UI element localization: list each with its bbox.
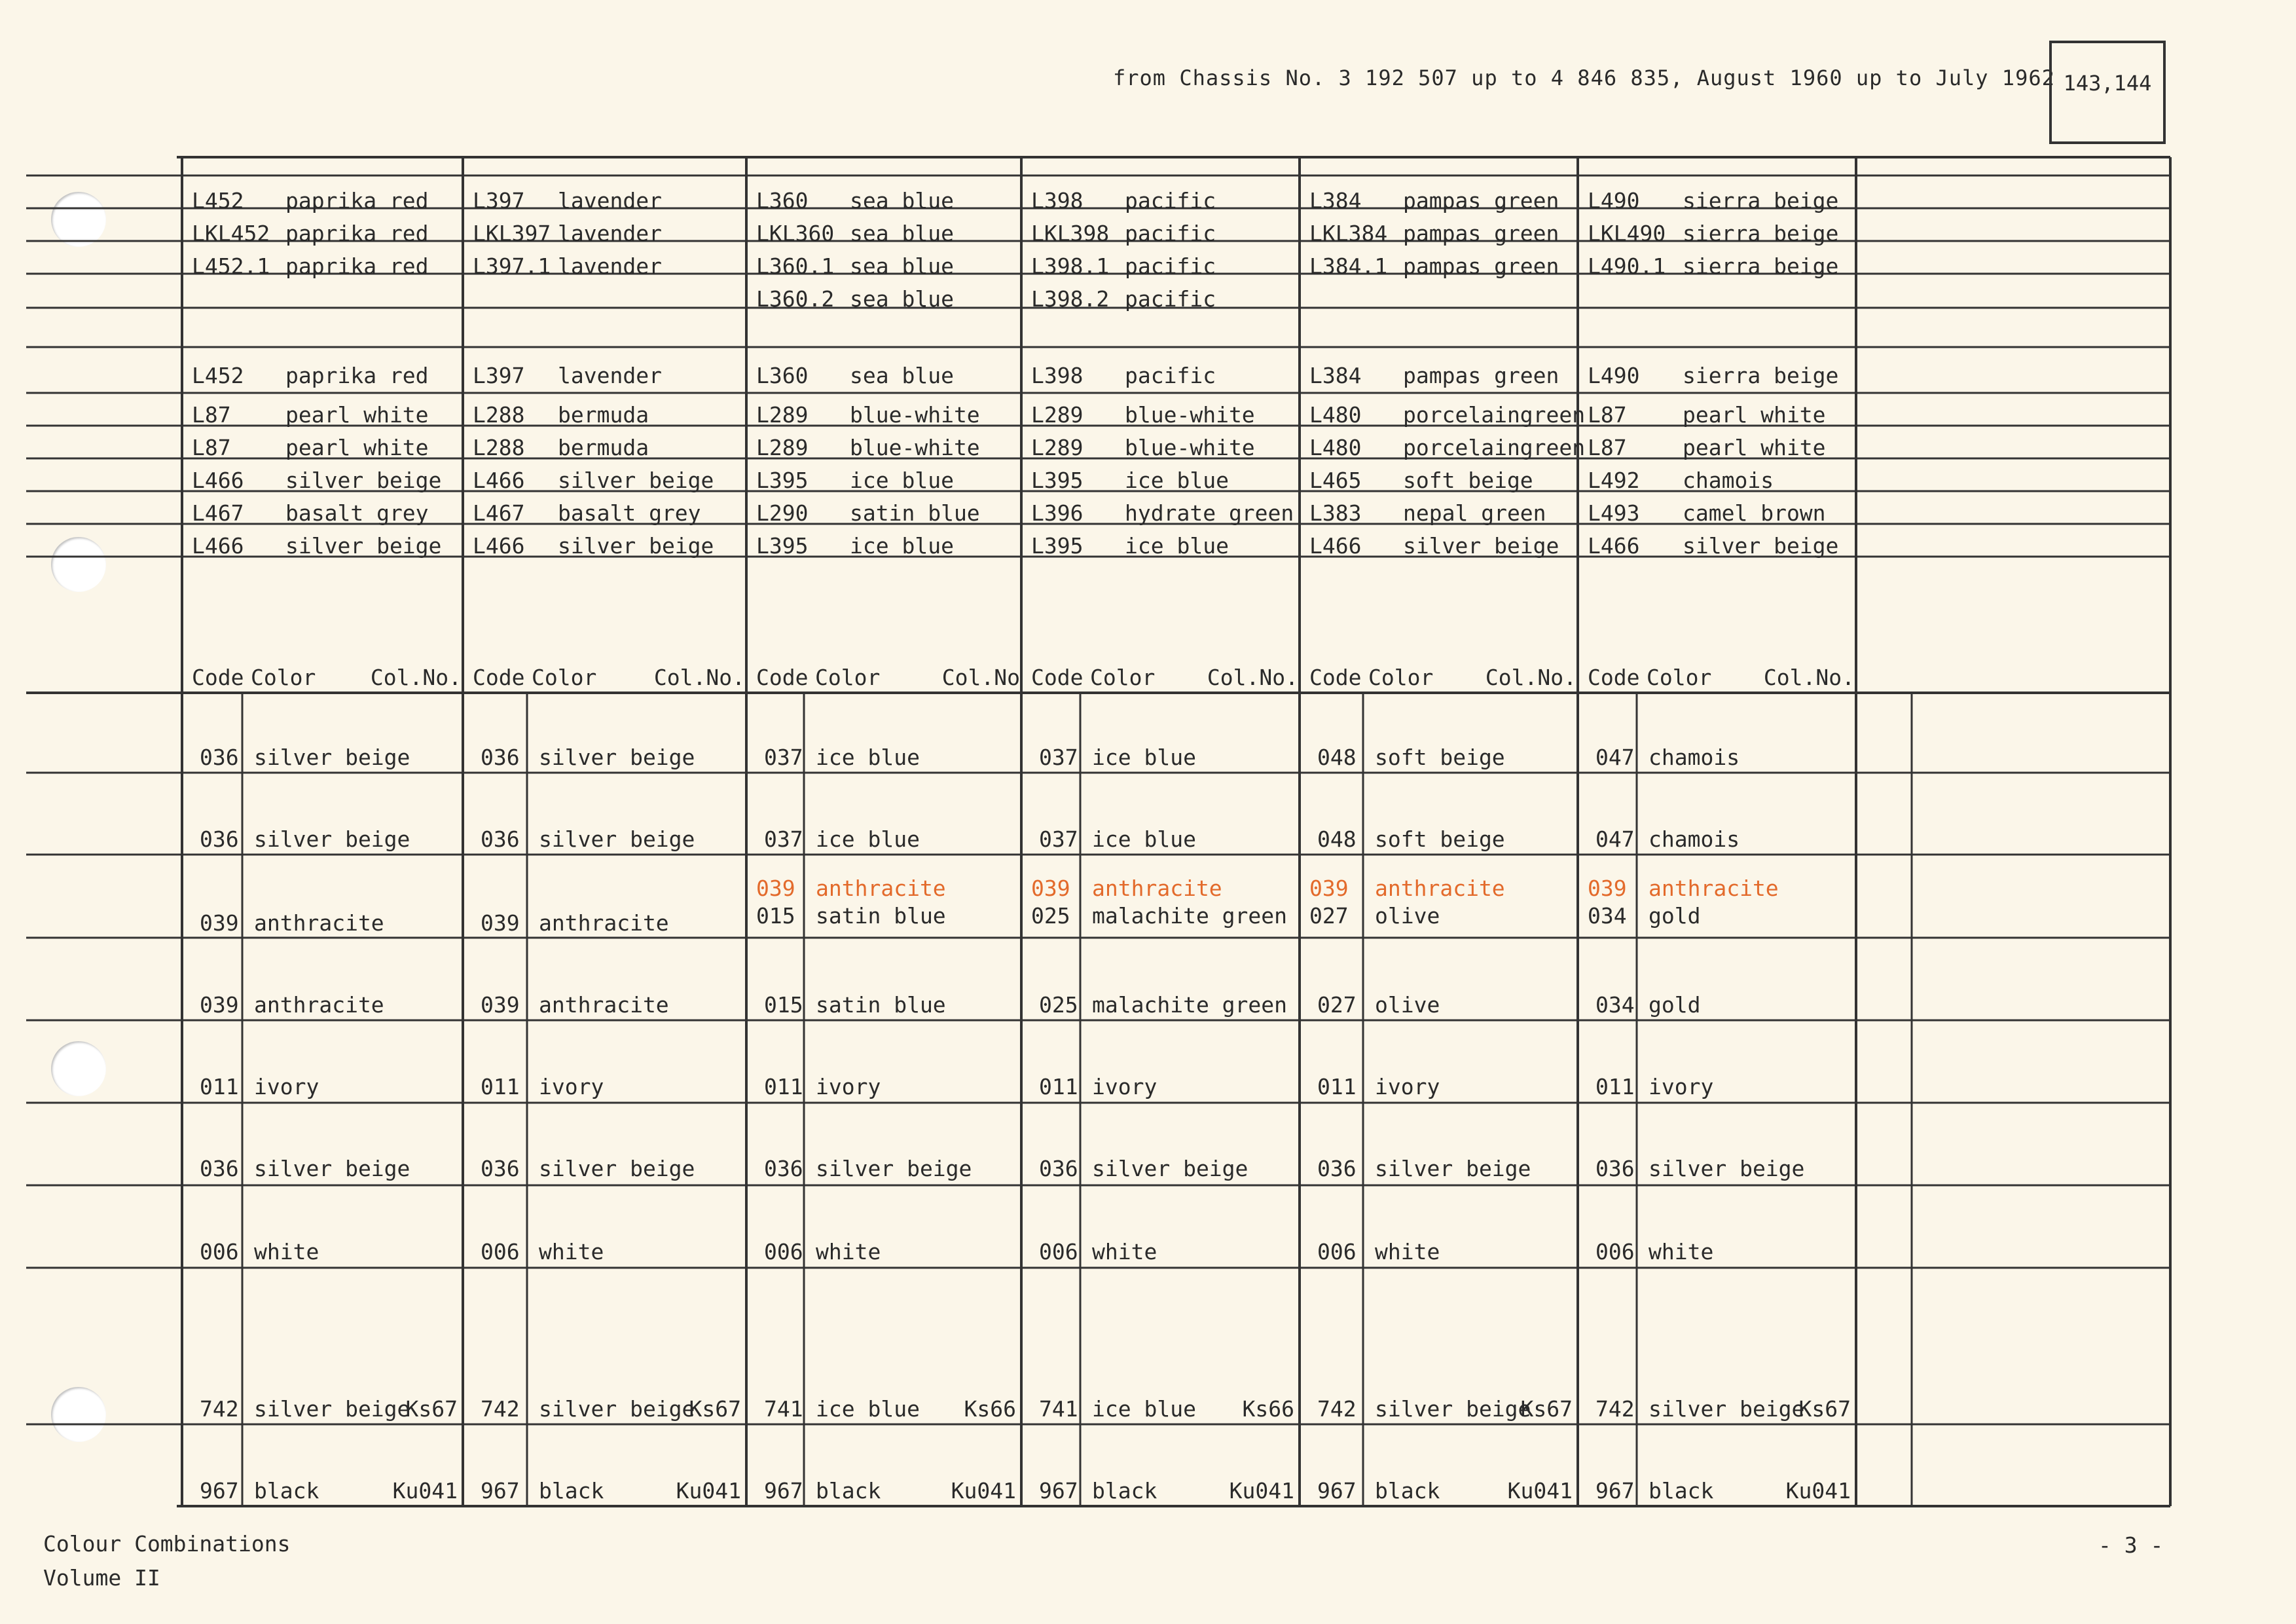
paint-name: ice blue bbox=[1125, 533, 1229, 559]
trim-name: ice blue bbox=[1092, 745, 1196, 770]
trim-name: soft beige bbox=[1375, 826, 1505, 852]
trim-name: ice blue bbox=[1092, 826, 1196, 852]
trim-code: 742 bbox=[200, 1396, 239, 1422]
paint-name: hydrate green bbox=[1125, 500, 1294, 526]
paint-code: L384 bbox=[1309, 188, 1362, 213]
trim-code: 741 bbox=[764, 1396, 803, 1422]
paint-code: L290 bbox=[756, 500, 809, 526]
trim-name: white bbox=[539, 1239, 604, 1264]
trim-code: 034 bbox=[1595, 992, 1635, 1018]
paint-name: sea blue bbox=[850, 188, 954, 213]
paint-name: pearl white bbox=[1683, 402, 1826, 428]
paint-name: pampas green bbox=[1403, 253, 1559, 279]
column-header-colno: Col.No. bbox=[653, 665, 745, 690]
trim-name: black bbox=[254, 1478, 319, 1504]
trim-code: 742 bbox=[481, 1396, 520, 1422]
paint-code: L466 bbox=[473, 468, 525, 493]
trim-name: chamois bbox=[1649, 745, 1740, 770]
paint-name: pampas green bbox=[1403, 188, 1559, 213]
trim-code: 039 bbox=[481, 992, 520, 1018]
column-header-color: Color bbox=[1368, 665, 1434, 690]
column-header-code: Code bbox=[192, 665, 244, 690]
alt-trim-code: 039 bbox=[1588, 876, 1627, 901]
paint-name: pampas green bbox=[1403, 221, 1559, 246]
trim-name: ivory bbox=[1375, 1074, 1440, 1099]
paint-name: pearl white bbox=[285, 402, 429, 428]
paint-name: pacific bbox=[1125, 363, 1216, 388]
alt-trim-name: anthracite bbox=[1092, 876, 1222, 901]
trim-code: 967 bbox=[764, 1478, 803, 1504]
paint-name: satin blue bbox=[850, 500, 980, 526]
paint-code: L288 bbox=[473, 435, 525, 460]
trim-name: ice blue bbox=[816, 826, 920, 852]
trim-code: 047 bbox=[1595, 826, 1635, 852]
paint-name: porcelaingreen bbox=[1403, 435, 1586, 460]
paint-name: ice blue bbox=[850, 533, 954, 559]
paint-name: silver beige bbox=[285, 533, 442, 559]
footer-title bbox=[43, 1527, 291, 1595]
trim-name: white bbox=[254, 1239, 319, 1264]
trim-name: silver beige bbox=[1375, 1156, 1531, 1181]
column-header-color: Color bbox=[815, 665, 881, 690]
paint-code: L396 bbox=[1031, 500, 1084, 526]
paint-name: silver beige bbox=[285, 468, 442, 493]
paint-code: L289 bbox=[756, 435, 809, 460]
trim-name: anthracite bbox=[539, 992, 669, 1018]
trim-code: 036 bbox=[1039, 1156, 1078, 1181]
trim-code: 742 bbox=[1317, 1396, 1357, 1422]
paint-name: silver beige bbox=[558, 533, 714, 559]
trim-colno: Ks67 bbox=[689, 1396, 741, 1422]
alt-trim-name: anthracite bbox=[816, 876, 946, 901]
trim-name: black bbox=[1375, 1478, 1440, 1504]
paint-code: L289 bbox=[756, 402, 809, 428]
trim-code: 967 bbox=[1595, 1478, 1635, 1504]
trim-code: 037 bbox=[1039, 826, 1078, 852]
trim-name: ice blue bbox=[816, 745, 920, 770]
paint-name: ice blue bbox=[1125, 468, 1229, 493]
paint-name: silver beige bbox=[1683, 533, 1839, 559]
column-header-code: Code bbox=[473, 665, 525, 690]
paint-code: L360 bbox=[756, 363, 809, 388]
trim-code: 039 bbox=[200, 910, 239, 936]
trim-colno: Ku041 bbox=[392, 1478, 458, 1504]
trim-name: black bbox=[1092, 1478, 1157, 1504]
column-header-colno: Col.No. bbox=[1207, 665, 1298, 690]
trim-name: ivory bbox=[1092, 1074, 1157, 1099]
trim-code: 039 bbox=[200, 992, 239, 1018]
paint-name: soft beige bbox=[1403, 468, 1533, 493]
trim-code: 048 bbox=[1317, 826, 1357, 852]
trim-name: malachite green bbox=[1092, 992, 1288, 1018]
paint-name: silver beige bbox=[1403, 533, 1559, 559]
paint-name: blue-white bbox=[850, 435, 980, 460]
trim-name: silver beige bbox=[254, 745, 410, 770]
trim-code: 011 bbox=[1317, 1074, 1357, 1099]
trim-code: 011 bbox=[200, 1074, 239, 1099]
alt-trim-name: anthracite bbox=[1375, 876, 1505, 901]
trim-name: ivory bbox=[816, 1074, 881, 1099]
alt-trim-code: 039 bbox=[1031, 876, 1070, 901]
paint-name: nepal green bbox=[1403, 500, 1546, 526]
trim-colno: Ks66 bbox=[1242, 1396, 1294, 1422]
alt-trim-code: 039 bbox=[756, 876, 795, 901]
trim-name: silver beige bbox=[1649, 1396, 1805, 1422]
trim-name: satin blue bbox=[816, 992, 946, 1018]
paint-code: L383 bbox=[1309, 500, 1362, 526]
page-reference-box: 143,144 bbox=[2049, 41, 2166, 144]
trim-name: satin blue bbox=[816, 903, 946, 929]
paint-code: L289 bbox=[1031, 435, 1084, 460]
trim-name: anthracite bbox=[539, 910, 669, 936]
trim-code: 036 bbox=[764, 1156, 803, 1181]
trim-code: 025 bbox=[1039, 992, 1078, 1018]
trim-colno: Ku041 bbox=[1507, 1478, 1573, 1504]
paint-code: L397.1 bbox=[473, 253, 551, 279]
paint-name: lavender bbox=[558, 363, 662, 388]
trim-name: olive bbox=[1375, 992, 1440, 1018]
trim-code: 036 bbox=[200, 745, 239, 770]
paint-code: L397 bbox=[473, 363, 525, 388]
trim-colno: Ku041 bbox=[1229, 1478, 1294, 1504]
trim-code: 036 bbox=[481, 1156, 520, 1181]
paint-code: LKL384 bbox=[1309, 221, 1388, 246]
paint-code: LKL397 bbox=[473, 221, 551, 246]
trim-name: silver beige bbox=[816, 1156, 972, 1181]
paint-name: lavender bbox=[558, 221, 662, 246]
trim-code: 011 bbox=[1039, 1074, 1078, 1099]
paint-name: blue-white bbox=[1125, 435, 1255, 460]
trim-name: white bbox=[1375, 1239, 1440, 1264]
paint-name: sierra beige bbox=[1683, 221, 1839, 246]
trim-name: silver beige bbox=[539, 826, 695, 852]
trim-code: 025 bbox=[1031, 903, 1070, 929]
trim-name: white bbox=[1649, 1239, 1714, 1264]
paint-code: L465 bbox=[1309, 468, 1362, 493]
trim-name: silver beige bbox=[254, 826, 410, 852]
column-header-colno: Col.No bbox=[941, 665, 1020, 690]
trim-name: chamois bbox=[1649, 826, 1740, 852]
trim-code: 039 bbox=[481, 910, 520, 936]
trim-name: silver beige bbox=[539, 745, 695, 770]
column-header-color: Color bbox=[532, 665, 597, 690]
trim-code: 967 bbox=[1317, 1478, 1357, 1504]
paint-code: L490 bbox=[1588, 363, 1640, 388]
trim-code: 034 bbox=[1588, 903, 1627, 929]
trim-code: 036 bbox=[1595, 1156, 1635, 1181]
paint-code: L395 bbox=[1031, 533, 1084, 559]
paint-name: sea blue bbox=[850, 363, 954, 388]
paint-code: L466 bbox=[473, 533, 525, 559]
trim-name: ice blue bbox=[816, 1396, 920, 1422]
trim-name: silver beige bbox=[539, 1396, 695, 1422]
paint-name: sea blue bbox=[850, 221, 954, 246]
trim-code: 015 bbox=[764, 992, 803, 1018]
paint-name: paprika red bbox=[285, 188, 429, 213]
paint-name: pampas green bbox=[1403, 363, 1559, 388]
trim-name: gold bbox=[1649, 903, 1701, 929]
trim-code: 006 bbox=[1039, 1239, 1078, 1264]
paint-code: L452 bbox=[192, 363, 244, 388]
paint-code: L467 bbox=[192, 500, 244, 526]
trim-code: 006 bbox=[764, 1239, 803, 1264]
paint-name: sierra beige bbox=[1683, 363, 1839, 388]
paint-name: silver beige bbox=[558, 468, 714, 493]
paint-code: L288 bbox=[473, 402, 525, 428]
trim-code: 048 bbox=[1317, 745, 1357, 770]
trim-colno: Ks67 bbox=[405, 1396, 458, 1422]
paint-code: L395 bbox=[756, 533, 809, 559]
trim-name: silver beige bbox=[254, 1396, 410, 1422]
alt-trim-name: anthracite bbox=[1649, 876, 1779, 901]
paint-name: blue-white bbox=[1125, 402, 1255, 428]
footer-title-line2: Volume II bbox=[43, 1565, 160, 1591]
paint-code: L466 bbox=[1588, 533, 1640, 559]
trim-code: 011 bbox=[1595, 1074, 1635, 1099]
paint-code: L87 bbox=[192, 402, 231, 428]
trim-code: 036 bbox=[200, 826, 239, 852]
trim-name: black bbox=[539, 1478, 604, 1504]
paint-code: L360.1 bbox=[756, 253, 835, 279]
paint-code: L492 bbox=[1588, 468, 1640, 493]
paint-code: L466 bbox=[1309, 533, 1362, 559]
trim-code: 047 bbox=[1595, 745, 1635, 770]
trim-code: 015 bbox=[756, 903, 795, 929]
column-header-color: Color bbox=[1647, 665, 1712, 690]
paint-code: L493 bbox=[1588, 500, 1640, 526]
paint-name: bermuda bbox=[558, 402, 649, 428]
trim-name: ivory bbox=[539, 1074, 604, 1099]
paint-code: L87 bbox=[1588, 435, 1627, 460]
paint-name: camel brown bbox=[1683, 500, 1826, 526]
paint-code: L398.1 bbox=[1031, 253, 1110, 279]
trim-code: 967 bbox=[481, 1478, 520, 1504]
column-header-colno: Col.No. bbox=[370, 665, 462, 690]
paint-code: L398.2 bbox=[1031, 286, 1110, 312]
paint-name: pearl white bbox=[1683, 435, 1826, 460]
paint-name: paprika red bbox=[285, 253, 429, 279]
trim-name: silver beige bbox=[539, 1156, 695, 1181]
paint-name: paprika red bbox=[285, 221, 429, 246]
trim-name: silver beige bbox=[254, 1156, 410, 1181]
trim-name: silver beige bbox=[1375, 1396, 1531, 1422]
trim-name: silver beige bbox=[1092, 1156, 1248, 1181]
paint-code: L360 bbox=[756, 188, 809, 213]
column-header-code: Code bbox=[1588, 665, 1640, 690]
paint-code: L87 bbox=[1588, 402, 1627, 428]
paint-name: sea blue bbox=[850, 286, 954, 312]
trim-colno: Ks67 bbox=[1520, 1396, 1573, 1422]
trim-code: 037 bbox=[764, 745, 803, 770]
paint-name: pacific bbox=[1125, 221, 1216, 246]
trim-colno: Ks67 bbox=[1798, 1396, 1851, 1422]
column-header-color: Color bbox=[1090, 665, 1156, 690]
trim-code: 011 bbox=[481, 1074, 520, 1099]
paint-name: blue-white bbox=[850, 402, 980, 428]
trim-name: silver beige bbox=[1649, 1156, 1805, 1181]
paint-name: porcelaingreen bbox=[1403, 402, 1586, 428]
trim-code: 006 bbox=[1317, 1239, 1357, 1264]
paint-name: basalt grey bbox=[285, 500, 429, 526]
paint-name: pearl white bbox=[285, 435, 429, 460]
column-header-code: Code bbox=[1309, 665, 1362, 690]
paint-code: L452 bbox=[192, 188, 244, 213]
paint-code: LKL452 bbox=[192, 221, 270, 246]
paint-code: L466 bbox=[192, 468, 244, 493]
trim-code: 742 bbox=[1595, 1396, 1635, 1422]
paint-code: LKL360 bbox=[756, 221, 835, 246]
paint-code: L395 bbox=[756, 468, 809, 493]
paint-code: L87 bbox=[192, 435, 231, 460]
trim-code: 006 bbox=[1595, 1239, 1635, 1264]
trim-code: 967 bbox=[200, 1478, 239, 1504]
trim-name: anthracite bbox=[254, 992, 384, 1018]
trim-code: 027 bbox=[1317, 992, 1357, 1018]
trim-colno: Ku041 bbox=[951, 1478, 1016, 1504]
paint-code: L384 bbox=[1309, 363, 1362, 388]
trim-name: ivory bbox=[1649, 1074, 1714, 1099]
paint-name: sierra beige bbox=[1683, 253, 1839, 279]
paint-code: L490.1 bbox=[1588, 253, 1666, 279]
trim-name: olive bbox=[1375, 903, 1440, 929]
paint-code: L398 bbox=[1031, 363, 1084, 388]
paint-code: L452.1 bbox=[192, 253, 270, 279]
paint-code: L289 bbox=[1031, 402, 1084, 428]
trim-code: 036 bbox=[481, 826, 520, 852]
paint-name: pacific bbox=[1125, 253, 1216, 279]
trim-name: black bbox=[816, 1478, 881, 1504]
trim-name: white bbox=[816, 1239, 881, 1264]
paint-code: L398 bbox=[1031, 188, 1084, 213]
trim-code: 006 bbox=[200, 1239, 239, 1264]
column-header-colno: Col.No. bbox=[1485, 665, 1576, 690]
trim-name: gold bbox=[1649, 992, 1701, 1018]
paint-name: ice blue bbox=[850, 468, 954, 493]
alt-trim-code: 039 bbox=[1309, 876, 1349, 901]
trim-name: ice blue bbox=[1092, 1396, 1196, 1422]
column-header-code: Code bbox=[756, 665, 809, 690]
paint-code: L467 bbox=[473, 500, 525, 526]
trim-colno: Ks66 bbox=[964, 1396, 1016, 1422]
trim-code: 741 bbox=[1039, 1396, 1078, 1422]
trim-colno: Ku041 bbox=[1785, 1478, 1851, 1504]
paint-code: L384.1 bbox=[1309, 253, 1388, 279]
paint-name: bermuda bbox=[558, 435, 649, 460]
trim-code: 006 bbox=[481, 1239, 520, 1264]
trim-code: 037 bbox=[1039, 745, 1078, 770]
trim-code: 036 bbox=[1317, 1156, 1357, 1181]
column-header-code: Code bbox=[1031, 665, 1084, 690]
trim-name: soft beige bbox=[1375, 745, 1505, 770]
footer-title-line1: Colour Combinations bbox=[43, 1531, 291, 1557]
paint-code: L466 bbox=[192, 533, 244, 559]
paint-name: paprika red bbox=[285, 363, 429, 388]
trim-code: 036 bbox=[481, 745, 520, 770]
trim-code: 036 bbox=[200, 1156, 239, 1181]
page-number: - 3 - bbox=[2098, 1532, 2164, 1558]
trim-colno: Ku041 bbox=[676, 1478, 741, 1504]
paint-code: L397 bbox=[473, 188, 525, 213]
column-header-color: Color bbox=[251, 665, 316, 690]
column-header-colno: Col.No. bbox=[1763, 665, 1855, 690]
paint-code: L395 bbox=[1031, 468, 1084, 493]
paint-name: sea blue bbox=[850, 253, 954, 279]
paint-code: L360.2 bbox=[756, 286, 835, 312]
trim-name: black bbox=[1649, 1478, 1714, 1504]
paint-code: LKL398 bbox=[1031, 221, 1110, 246]
trim-code: 011 bbox=[764, 1074, 803, 1099]
trim-name: ivory bbox=[254, 1074, 319, 1099]
paint-code: L480 bbox=[1309, 402, 1362, 428]
trim-code: 037 bbox=[764, 826, 803, 852]
paint-name: sierra beige bbox=[1683, 188, 1839, 213]
trim-code: 027 bbox=[1309, 903, 1349, 929]
paint-code: LKL490 bbox=[1588, 221, 1666, 246]
paint-name: lavender bbox=[558, 188, 662, 213]
trim-name: anthracite bbox=[254, 910, 384, 936]
trim-name: malachite green bbox=[1092, 903, 1288, 929]
paint-name: pacific bbox=[1125, 286, 1216, 312]
paint-name: pacific bbox=[1125, 188, 1216, 213]
paint-name: basalt grey bbox=[558, 500, 701, 526]
paint-code: L490 bbox=[1588, 188, 1640, 213]
paint-name: chamois bbox=[1683, 468, 1774, 493]
chassis-range-header: from Chassis No. 3 192 507 up to 4 846 835, August 1960 up to July 1962 bbox=[1113, 65, 2055, 90]
paint-name: lavender bbox=[558, 253, 662, 279]
trim-code: 967 bbox=[1039, 1478, 1078, 1504]
trim-name: white bbox=[1092, 1239, 1157, 1264]
paint-code: L480 bbox=[1309, 435, 1362, 460]
